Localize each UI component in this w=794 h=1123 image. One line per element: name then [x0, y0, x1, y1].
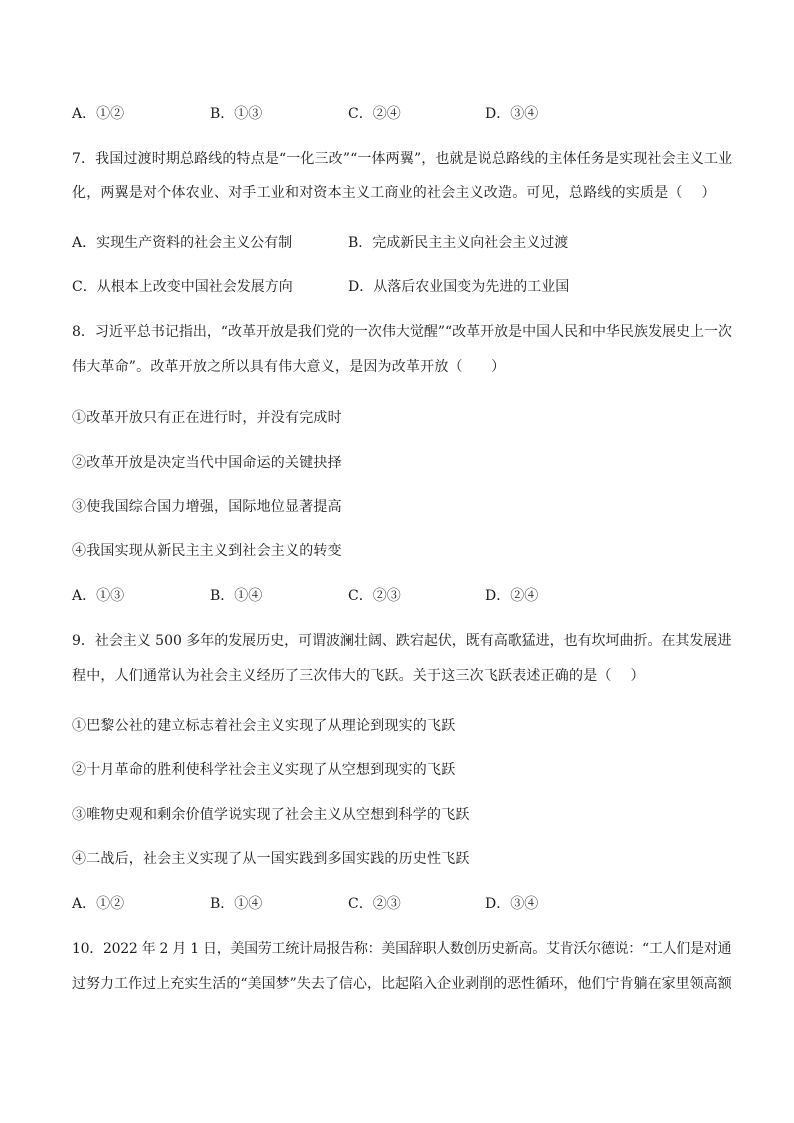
q9-option-c[interactable]: C．②③	[348, 896, 401, 912]
q7-option-d[interactable]: D．从落后农业国变为先进的工业国	[348, 279, 570, 295]
q6-option-a[interactable]: A．①②	[72, 106, 125, 122]
q9-option-a[interactable]: A．①②	[72, 896, 125, 912]
q6-option-b[interactable]: B．①③	[210, 106, 263, 122]
q8-option-a[interactable]: A．①③	[72, 588, 125, 604]
q6-option-d[interactable]: D．③④	[485, 106, 539, 122]
q9-stem-line1: 9．社会主义 500 多年的发展历史，可谓波澜壮阔、跌宕起伏，既有高歌猛进，也有坎坷曲折。在其发展进	[72, 633, 732, 649]
q7-options-row1	[72, 233, 732, 253]
q6-option-c[interactable]: C．②④	[348, 106, 401, 122]
q6-options	[72, 104, 732, 124]
q7-option-b[interactable]: B．完成新民主主义向社会主义过渡	[348, 235, 569, 251]
q9-option-b[interactable]: B．①④	[210, 896, 263, 912]
q8-options	[72, 586, 732, 606]
q8-stem-line1: 8．习近平总书记指出，“改革开放是我们党的一次伟大觉醒”“改革开放是中国人民和中华民族发展史上一次	[72, 324, 732, 340]
q7-option-a[interactable]: A．实现生产资料的社会主义公有制	[72, 235, 293, 251]
q8-option-c[interactable]: C．②③	[348, 588, 401, 604]
q9-statement-1: ①巴黎公社的建立标志着社会主义实现了从理论到现实的飞跃	[72, 718, 456, 734]
q9-statement-4: ④二战后，社会主义实现了从一国实践到多国实践的历史性飞跃	[72, 851, 470, 867]
q7-stem-line1: 7．我国过渡时期总路线的特点是“一化三改”“一体两翼”，也就是说总路线的主体任务是实现社会主义工业	[72, 151, 733, 167]
q8-statement-3: ③使我国综合国力增强，国际地位显著提高	[72, 499, 342, 515]
q7-option-c[interactable]: C．从根本上改变中国社会发展方向	[72, 279, 293, 295]
q8-stem-line2: 伟大革命”。改革开放之所以具有伟大意义，是因为改革开放（ ）	[72, 359, 506, 375]
q7-stem-line2: 化，两翼是对个体农业、对手工业和对资本主义工商业的社会主义改造。可见，总路线的实质是（ ）	[72, 185, 716, 201]
q9-stem-line2: 程中，人们通常认为社会主义经历了三次伟大的飞跃。关于这三次飞跃表述正确的是（ ）	[72, 668, 645, 684]
q10-stem-line1: 10．2022 年 2 月 1 日，美国劳工统计局报告称：美国辞职人数创历史新高。艾肯沃尔德说：“工人们是对通	[72, 941, 732, 957]
q9-option-d[interactable]: D．③④	[485, 896, 539, 912]
q9-statement-3: ③唯物史观和剩余价值学说实现了社会主义从空想到科学的飞跃	[72, 807, 470, 823]
q10-stem-line2: 过努力工作过上充实生活的“美国梦”失去了信心，比起陷入企业剥削的恶性循环，他们宁肯躺在家里领高额	[72, 976, 732, 992]
q8-option-d[interactable]: D．②④	[485, 588, 539, 604]
q9-options	[72, 894, 732, 914]
q7-options-row2	[72, 277, 732, 297]
q8-statement-2: ②改革开放是决定当代中国命运的关键抉择	[72, 455, 342, 471]
q8-option-b[interactable]: B．①④	[210, 588, 263, 604]
q8-statement-4: ④我国实现从新民主主义到社会主义的转变	[72, 543, 342, 559]
q9-statement-2: ②十月革命的胜利使科学社会主义实现了从空想到现实的飞跃	[72, 762, 456, 778]
q8-statement-1: ①改革开放只有正在进行时，并没有完成时	[72, 410, 342, 426]
